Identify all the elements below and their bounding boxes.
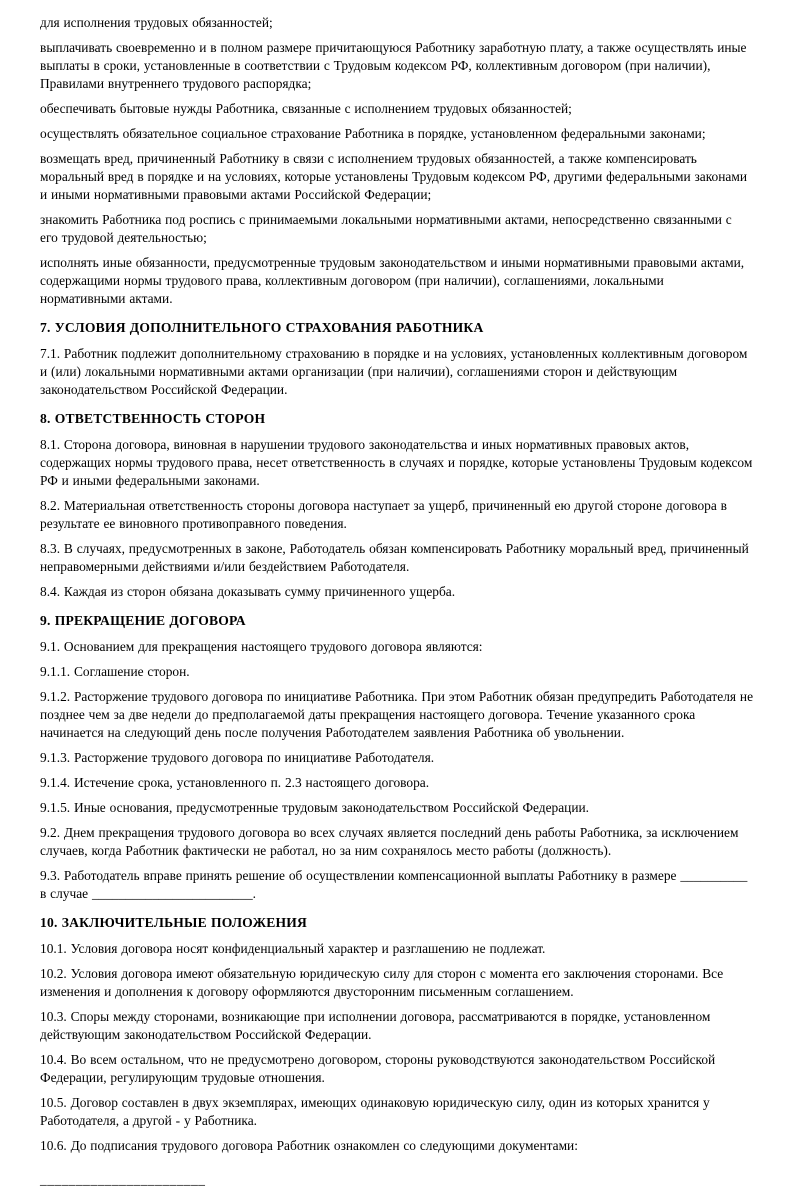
clause-9-1-5: 9.1.5. Иные основания, предусмотренные трудовым законодательством Российской Федерации. [40,800,590,815]
obligation-compensate-harm: возмещать вред, причиненный Работнику в связи с исполнением трудовых обязанностей, а также компенсировать моральный вред в порядке и на условиях, которые установлены Трудовым кодексом РФ, другими федеральными законами и иными нормативными правовыми актами Российской Федерации; [40,151,747,202]
clause-9-1-1: 9.1.1. Соглашение сторон. [40,664,190,679]
clause-10-5: 10.5. Договор составлен в двух экземплярах, имеющих одинаковую юридическую силу, один из которых хранится у Работодателя, а другой - у Работника. [40,1095,710,1128]
clause-10-3: 10.3. Споры между сторонами, возникающие при исполнении договора, рассматриваются в порядке, установленном действующим законодательством Российской Федерации. [40,1009,711,1042]
section-10-heading: 10. ЗАКЛЮЧИТЕЛЬНЫЕ ПОЛОЖЕНИЯ [40,915,308,930]
clause-9-2: 9.2. Днем прекращения трудового договора во всех случаях является последний день работы Работника, за исключением случаев, когда Работник фактически не работал, но за ним сохранялось место работы (должность). [40,825,739,858]
clause-9-1: 9.1. Основанием для прекращения настоящего трудового договора являются: [40,639,483,654]
clause-9-1-2: 9.1.2. Расторжение трудового договора по инициативе Работника. При этом Работник обязан предупредить Работодателя не позднее чем за две недели до предполагаемой даты прекращения настоящего договора. Течение указанного срока начинается на следующий день после получения Работодателем заявления Работника об увольнении. [40,689,754,740]
clause-8-3: 8.3. В случаях, предусмотренных в законе, Работодатель обязан компенсировать Работнику моральный вред, причиненный неправомерными действиями и/или бездействием Работодателя. [40,541,749,574]
section-7-heading: 7. УСЛОВИЯ ДОПОЛНИТЕЛЬНОГО СТРАХОВАНИЯ РАБОТНИКА [40,320,484,335]
clause-10-6: 10.6. До подписания трудового договора Работник ознакомлен со следующими документами: [40,1138,578,1153]
clause-10-4: 10.4. Во всем остальном, что не предусмотрено договором, стороны руководствуются законодательством Российской Федерации, регулирующим трудовые отношения. [40,1052,716,1085]
section-9-heading: 9. ПРЕКРАЩЕНИЕ ДОГОВОРА [40,613,246,628]
clause-8-4: 8.4. Каждая из сторон обязана доказывать сумму причиненного ущерба. [40,584,456,599]
clause-continuation-line: для исполнения трудовых обязанностей; [40,15,273,30]
clause-10-1: 10.1. Условия договора носят конфиденциальный характер и разглашению не подлежат. [40,941,546,956]
clause-9-1-3: 9.1.3. Расторжение трудового договора по инициативе Работодателя. [40,750,435,765]
clause-8-1: 8.1. Сторона договора, виновная в нарушении трудового законодательства и иных нормативных правовых актов, содержащих нормы трудового права, несет ответственность в случаях и порядке, которые установлены Трудовым кодексом РФ и иными федеральными законами. [40,437,753,488]
obligation-pay-wages: выплачивать своевременно и в полном размере причитающуюся Работнику заработную плату, а также осуществлять иные выплаты в сроки, установленные в соответствии с Трудовым кодексом РФ, коллективным договором (при наличии), Правилами внутреннего трудового распорядка; [40,40,747,91]
clause-8-2: 8.2. Материальная ответственность стороны договора наступает за ущерб, причиненный ею другой стороне договора в результате ее виновного противоправного поведения. [40,498,727,531]
obligation-social-insurance: осуществлять обязательное социальное страхование Работника в порядке, установленном федеральными законами; [40,126,706,141]
obligation-other-duties: исполнять иные обязанности, предусмотренные трудовым законодательством и иными нормативными правовыми актами, содержащими нормы трудового права, коллективным договором (при наличии), соглашениями, локальными нормативными актами. [40,255,745,306]
clause-10-2: 10.2. Условия договора имеют обязательную юридическую силу для сторон с момента его заключения сторонами. Все изменения и дополнения к договору оформляются двусторонним письменным соглашением. [40,966,724,999]
section-8-heading: 8. ОТВЕТСТВЕННОСТЬ СТОРОН [40,411,266,426]
obligation-familiarize-acts: знакомить Работника под роспись с принимаемыми локальными нормативными актами, непосредственно связанными с его трудовой деятельностью; [40,212,732,245]
obligation-household-needs: обеспечивать бытовые нужды Работника, связанные с исполнением трудовых обязанностей; [40,101,572,116]
clause-9-1-4: 9.1.4. Истечение срока, установленного п. 2.3 настоящего договора. [40,775,430,790]
clause-7-1: 7.1. Работник подлежит дополнительному страхованию в порядке и на условиях, установленных коллективным договором и (или) локальными нормативными актами организации (при наличии), соглашениями сторон и действующим законодательством Российской Федерации. [40,346,748,397]
fill-in-blank-line: _______________________ [40,1172,206,1187]
clause-9-3: 9.3. Работодатель вправе принять решение об осуществлении компенсационной выплаты Работнику в размере __________ в случае ________________________. [40,868,748,901]
